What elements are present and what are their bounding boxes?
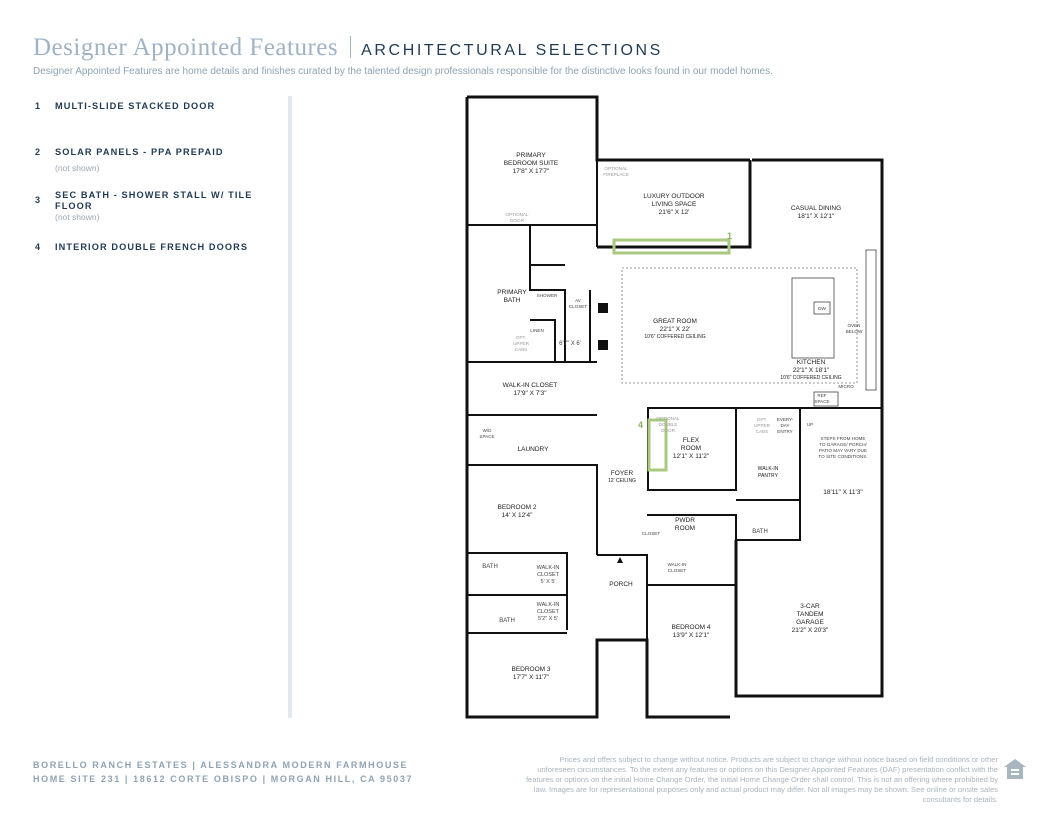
svg-text:BEDROOM SUITE: BEDROOM SUITE	[503, 160, 559, 167]
feature-highlights	[614, 240, 729, 470]
label-micro: MICRO	[838, 384, 854, 389]
feature-label: MULTI-SLIDE STACKED DOOR	[55, 101, 216, 111]
svg-text:13'9" X 12'1": 13'9" X 12'1"	[672, 632, 710, 639]
room-porch: PORCH	[609, 581, 633, 588]
svg-text:DOOR: DOOR	[510, 218, 524, 223]
svg-text:TO SITE CONDITIONS.: TO SITE CONDITIONS.	[818, 454, 868, 459]
svg-text:CLOSET: CLOSET	[536, 609, 560, 615]
svg-text:BELOW: BELOW	[845, 329, 863, 334]
svg-text:SPACE: SPACE	[814, 399, 830, 404]
room-kitchen: KITCHEN	[796, 359, 826, 366]
label-closet-foyer: CLOSET	[641, 531, 661, 536]
svg-text:ROOM: ROOM	[674, 525, 696, 532]
footer-disclaimer: Prices and offers subject to change without notice. Products are subject to change without notice based on field conditions or other unforeseen circumstances. To the extent any features or options on this Designer Appointed Features (DAF) presentation conflict with the features or options on the initial Home Change Order, the initial Home Change Order shall control. This is not an offering where prohibited by law. Images are for representational purposes only and actual product may differ. Not all images may be shown. See online or onsite sales consultants for details.	[525, 755, 998, 804]
feature-note: (not shown)	[55, 212, 100, 222]
svg-text:LIVING SPACE: LIVING SPACE	[651, 201, 697, 208]
label-bath-kitchen: BATH	[752, 529, 768, 535]
svg-text:22'1" X 18'1": 22'1" X 18'1"	[792, 367, 830, 374]
svg-text:BATH: BATH	[503, 297, 521, 304]
feature-number: 4	[35, 242, 41, 252]
label-opt-upper-cabs-k: OPT.	[756, 417, 768, 422]
svg-text:21'6" X 12': 21'6" X 12'	[658, 209, 690, 216]
svg-text:CABS: CABS	[755, 429, 769, 434]
section-title: ARCHITECTURAL SELECTIONS	[361, 42, 663, 59]
room-great-room: GREAT ROOM	[653, 318, 697, 325]
room-bedroom2: BEDROOM 2	[497, 504, 537, 511]
svg-text:PANTRY: PANTRY	[758, 473, 778, 479]
room-walkin-closet: WALK-IN CLOSET	[502, 382, 558, 389]
feature-number: 1	[35, 101, 41, 111]
svg-text:CLOSET: CLOSET	[536, 572, 560, 578]
label-dw: DW	[818, 306, 826, 311]
room-garage: 3-CAR	[800, 603, 820, 610]
feature-label: SOLAR PANELS - PPA PREPAID	[55, 147, 224, 157]
svg-text:FIREPLACE: FIREPLACE	[603, 172, 629, 177]
svg-text:10'6" COFFERED CEILING: 10'6" COFFERED CEILING	[780, 375, 842, 381]
svg-text:UPPER: UPPER	[513, 341, 529, 346]
svg-text:5'2" X 5': 5'2" X 5'	[538, 616, 558, 622]
svg-text:12'1" X 11'2": 12'1" X 11'2"	[672, 453, 710, 460]
feature-note: (not shown)	[55, 163, 100, 173]
label-wic-525: WALK-IN	[536, 602, 560, 608]
marker-feature-1: 1	[727, 231, 733, 241]
svg-text:CABS: CABS	[514, 347, 528, 352]
svg-text:21'2" X 20'3": 21'2" X 20'3"	[791, 627, 829, 634]
page-subtitle: Designer Appointed Features are home details and finishes curated by the talented design professionals responsible for the distinctive looks found in our model homes.	[33, 66, 773, 77]
equal-housing-icon	[1003, 758, 1027, 780]
room-casual-dining: CASUAL DINING	[790, 205, 842, 212]
label-wic-55: WALK-IN	[536, 565, 560, 571]
room-laundry: LAUNDRY	[517, 446, 549, 453]
fireplace	[598, 303, 608, 350]
svg-text:ROOM: ROOM	[680, 445, 702, 452]
label-linen: LINEN	[530, 328, 544, 333]
room-flex: FLEX	[682, 437, 700, 444]
room-primary-bath: PRIMARY	[497, 289, 527, 296]
label-steps-note: STEPS FROM HOME	[820, 436, 866, 441]
room-foyer: FOYER	[610, 470, 634, 477]
room-bedroom3: BEDROOM 3	[511, 666, 551, 673]
feature-number: 3	[35, 195, 41, 205]
label-opt-upper-cabs: OPT.	[515, 335, 527, 340]
svg-text:DOOR: DOOR	[661, 428, 675, 433]
title-text: Designer Appointed Features	[33, 34, 339, 61]
svg-text:17'9" X 7'3": 17'9" X 7'3"	[513, 390, 547, 397]
label-closet-size: 6'7" X 6'	[559, 341, 581, 347]
svg-text:SPACE: SPACE	[479, 434, 495, 439]
svg-text:CLOSET: CLOSET	[667, 568, 687, 573]
room-outdoor: LUXURY OUTDOOR	[643, 193, 705, 200]
svg-text:TO GARAGE/ PORCH/: TO GARAGE/ PORCH/	[819, 442, 867, 447]
feature-label: INTERIOR DOUBLE FRENCH DOORS	[55, 242, 249, 252]
label-walkin-closet-small: WALK-IN	[667, 562, 687, 567]
label-up: UP	[806, 422, 814, 427]
svg-text:5' X 5': 5' X 5'	[540, 579, 556, 585]
label-av-closet: AV	[575, 298, 581, 303]
room-pwdr: PWDR	[675, 517, 695, 524]
label-optional-fireplace: OPTIONAL	[604, 166, 628, 171]
feature-number: 2	[35, 147, 41, 157]
svg-text:10'6" COFFERED CEILING: 10'6" COFFERED CEILING	[644, 334, 706, 340]
label-bath-bed2: BATH	[482, 564, 498, 570]
svg-text:CLOSET: CLOSET	[568, 304, 588, 309]
svg-text:14' X 12'4": 14' X 12'4"	[501, 512, 533, 519]
svg-text:GARAGE: GARAGE	[796, 619, 824, 626]
svg-text:PATIO MAY VARY DUE: PATIO MAY VARY DUE	[818, 448, 868, 453]
svg-text:18'1" X 12'1": 18'1" X 12'1"	[797, 213, 835, 220]
room-pantry: WALK-IN	[757, 466, 779, 472]
svg-text:UPPER: UPPER	[754, 423, 770, 428]
svg-text:DAY: DAY	[780, 423, 790, 428]
label-everyday-entry: EVERY-	[776, 417, 794, 422]
label-ref: REF	[817, 393, 827, 398]
svg-text:18'11" X 11'3": 18'11" X 11'3"	[823, 489, 863, 496]
svg-text:DOUBLE: DOUBLE	[658, 422, 678, 427]
label-wd-space: W/D	[482, 428, 492, 433]
label-shower: SHOWER	[536, 293, 558, 298]
room-bedroom4: BEDROOM 4	[671, 624, 711, 631]
room-primary-suite: PRIMARY	[516, 152, 546, 159]
svg-text:17'7" X 11'7": 17'7" X 11'7"	[512, 674, 550, 681]
footer-address: HOME SITE 231 | 18612 CORTE OBISPO | MORGAN HILL, CA 95037	[33, 774, 414, 784]
label-oven: OVEN	[847, 323, 861, 328]
entry-arrow-icon	[617, 557, 623, 563]
svg-text:17'8" X 17'7": 17'8" X 17'7"	[512, 168, 550, 175]
svg-text:TANDEM: TANDEM	[796, 611, 824, 618]
marker-feature-4: 4	[638, 420, 644, 430]
svg-text:ENTRY: ENTRY	[777, 429, 793, 434]
feature-label: SEC BATH - SHOWER STALL W/ TILE FLOOR	[55, 190, 253, 211]
footer-community: BORELLO RANCH ESTATES | ALESSANDRA MODERN FARMHOUSE	[33, 760, 409, 770]
label-optional-door: OPTIONAL	[505, 212, 529, 217]
label-opt-double-door: OPTIONAL	[656, 416, 680, 421]
label-bath-bed3: BATH	[499, 618, 515, 624]
svg-text:22'1" X 22': 22'1" X 22'	[659, 326, 691, 333]
svg-text:12' CEILING: 12' CEILING	[608, 478, 636, 484]
